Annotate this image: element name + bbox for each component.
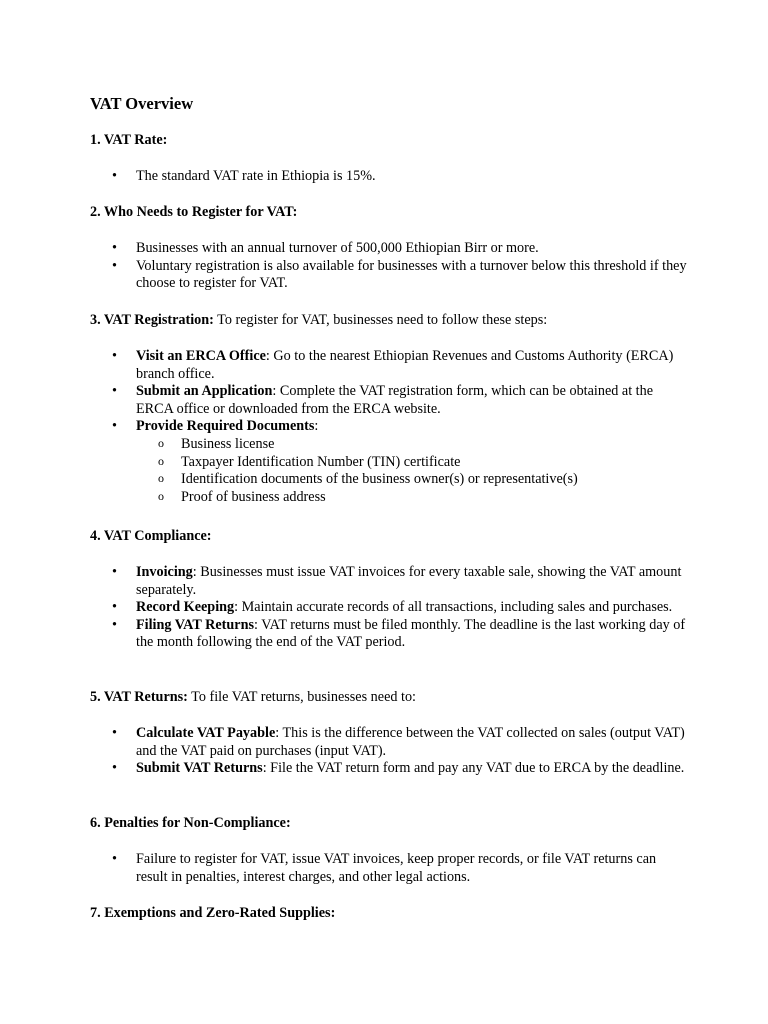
list-item: • Voluntary registration is also available for businesses with a turnover below this threshold if they choose to register for VAT.: [90, 258, 690, 293]
section-1-list: [90, 168, 690, 186]
section-6-heading: 6. Penalties for Non-Compliance:: [90, 815, 291, 831]
list-item: • Submit VAT Returns: File the VAT return form and pay any VAT due to ERCA by the deadline.: [90, 760, 690, 778]
list-item: • Calculate VAT Payable: This is the difference between the VAT collected on sales (output VAT) and the VAT paid on purchases (input VAT).: [90, 725, 690, 760]
section-4-list: [90, 564, 690, 652]
list-item: • Filing VAT Returns: VAT returns must be filed monthly. The deadline is the last working day of the month following the end of the VAT period.: [90, 617, 690, 652]
section-7-heading: 7. Exemptions and Zero-Rated Supplies:: [90, 905, 336, 921]
section-2-heading: 2. Who Needs to Register for VAT:: [90, 204, 298, 220]
sub-list-item: o Identification documents of the business owner(s) or representative(s): [136, 471, 690, 489]
list-item: • Submit an Application: Complete the VAT registration form, which can be obtained at the ERCA office or downloaded from the ERCA website.: [90, 383, 690, 418]
section-2-list: [90, 240, 690, 293]
required-documents-list: [136, 436, 690, 506]
list-item: • Businesses with an annual turnover of 500,000 Ethiopian Birr or more.: [90, 240, 690, 258]
list-item: • Provide Required Documents: o Business license o Taxpayer Identification Number (TIN) certificate o Identification documents of the business owner(s) or representative(s) o Proof of business address: [90, 418, 690, 506]
sub-list-item: o Business license: [136, 436, 690, 454]
section-5-heading: 5. VAT Returns: To file VAT returns, businesses need to:: [90, 689, 416, 705]
list-item: • Record Keeping: Maintain accurate records of all transactions, including sales and purchases.: [90, 599, 690, 617]
section-4-heading: 4. VAT Compliance:: [90, 528, 212, 544]
sub-list-item: o Taxpayer Identification Number (TIN) certificate: [136, 454, 690, 472]
section-6-list: [90, 851, 690, 886]
list-item: • Visit an ERCA Office: Go to the nearest Ethiopian Revenues and Customs Authority (ERCA) branch office.: [90, 348, 690, 383]
list-item: • Invoicing: Businesses must issue VAT invoices for every taxable sale, showing the VAT amount separately.: [90, 564, 690, 599]
list-item: • Failure to register for VAT, issue VAT invoices, keep proper records, or file VAT returns can result in penalties, interest charges, and other legal actions.: [90, 851, 690, 886]
section-1-heading: 1. VAT Rate:: [90, 132, 168, 148]
list-item: • The standard VAT rate in Ethiopia is 15%.: [90, 168, 690, 186]
section-3-heading: 3. VAT Registration: To register for VAT, businesses need to follow these steps:: [90, 312, 548, 328]
section-3-list: [90, 348, 690, 506]
page-title: VAT Overview: [90, 94, 194, 113]
sub-list-item: o Proof of business address: [136, 489, 690, 507]
section-5-list: [90, 725, 690, 778]
